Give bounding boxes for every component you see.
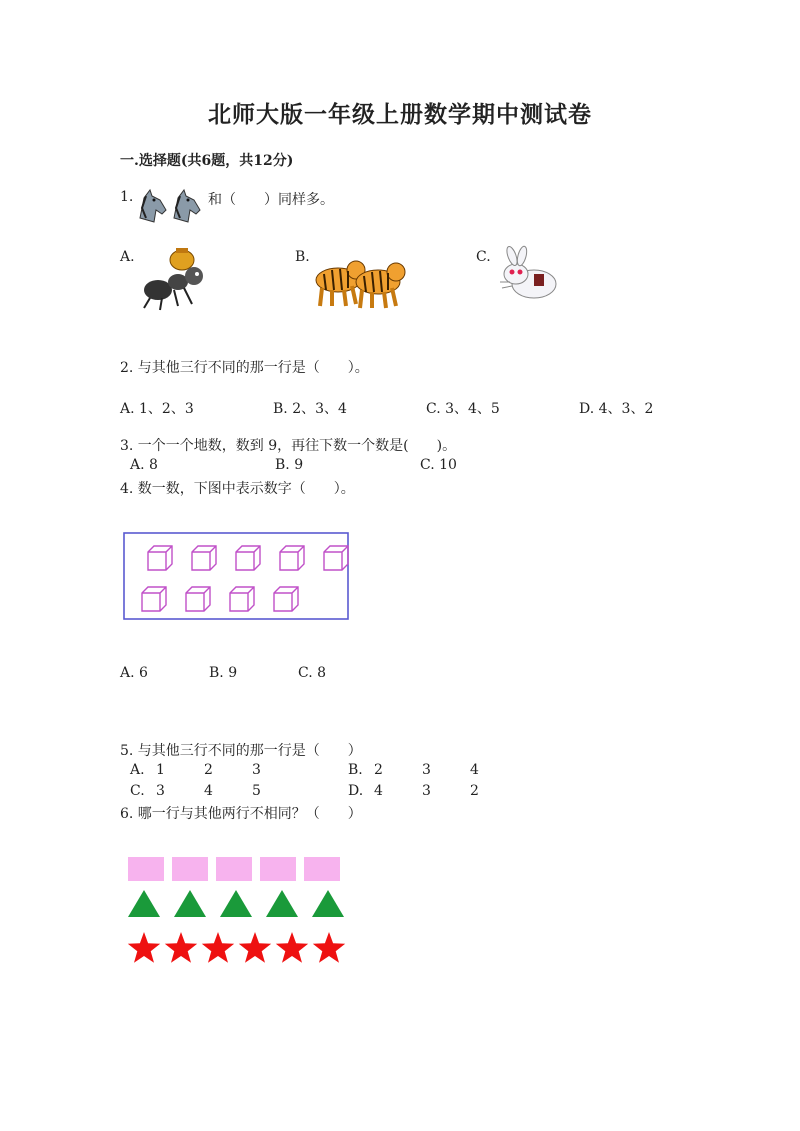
- cube-icon: [324, 546, 348, 570]
- q1-option-a-label: A.: [120, 249, 135, 265]
- green-triangle-icon: [220, 890, 252, 917]
- red-star-icon: [202, 932, 234, 963]
- q5-option-value: 3: [422, 783, 431, 799]
- horse-head-icon: [174, 190, 200, 222]
- green-triangle-icon: [174, 890, 206, 917]
- red-star-icon: [128, 932, 160, 963]
- q5-option-value: 2: [470, 783, 479, 799]
- rabbit-image: [496, 248, 562, 304]
- q4-text: 4. 数一数，下图中表示数字（ ）。: [120, 481, 355, 497]
- q2-option-b: B. 2、3、4: [273, 401, 347, 417]
- q5-option-value: 3: [422, 762, 431, 778]
- q5-option-value: 3: [252, 762, 261, 778]
- q3-option-c: C. 10: [420, 457, 457, 473]
- q5-option-label: D.: [348, 783, 364, 799]
- q3-option-b: B. 9: [275, 457, 304, 473]
- q6-text: 6. 哪一行与其他两行不相同？（ ）: [120, 806, 362, 822]
- q5-option-value: 4: [374, 783, 383, 799]
- section-heading: 一.选择题(共6题，共12分): [120, 153, 294, 169]
- cube-count-figure: [120, 530, 352, 622]
- cube-icon: [186, 587, 210, 611]
- pink-rectangle-icon: [304, 857, 340, 881]
- horse-head-icon: [136, 188, 206, 224]
- cube-icon: [274, 587, 298, 611]
- q2-option-c: C. 3、4、5: [426, 401, 500, 417]
- q5-option-value: 1: [156, 762, 165, 778]
- page-title: 北师大版一年级上册数学期中测试卷: [208, 101, 592, 128]
- red-star-icon: [165, 932, 197, 963]
- q1-text: 和（ ）同样多。: [208, 192, 334, 208]
- shape-rows-figure: [124, 852, 354, 968]
- q5-option-value: 2: [204, 762, 213, 778]
- q5-option-label: B.: [348, 762, 363, 778]
- q5-option-value: 3: [156, 783, 165, 799]
- q3-option-a: A. 8: [130, 457, 158, 473]
- pink-rectangle-icon: [216, 857, 252, 881]
- q1-option-b-label: B.: [295, 249, 310, 265]
- cube-icon: [148, 546, 172, 570]
- green-triangle-icon: [266, 890, 298, 917]
- pink-rectangle-icon: [128, 857, 164, 881]
- q5-option-label: C.: [130, 783, 145, 799]
- q2-text: 2. 与其他三行不同的那一行是（ ）。: [120, 360, 369, 376]
- two-tigers-image: [312, 250, 404, 310]
- cube-icon: [236, 546, 260, 570]
- cube-icon: [142, 587, 166, 611]
- q5-option-value: 5: [252, 783, 261, 799]
- q4-option-a: A. 6: [120, 665, 148, 681]
- q2-option-d: D. 4、3、2: [579, 401, 654, 417]
- cube-icon: [230, 587, 254, 611]
- cube-icon: [192, 546, 216, 570]
- q3-text: 3. 一个一个地数，数到 9，再往下数一个数是( )。: [120, 438, 457, 454]
- q5-option-value: 4: [204, 783, 213, 799]
- q5-option-value: 2: [374, 762, 383, 778]
- q5-option-value: 4: [470, 762, 479, 778]
- q4-option-b: B. 9: [209, 665, 238, 681]
- q5-text: 5. 与其他三行不同的那一行是（ ）: [120, 743, 362, 759]
- horse-head-icon: [140, 190, 166, 222]
- pink-rectangle-icon: [172, 857, 208, 881]
- q5-option-label: A.: [130, 762, 145, 778]
- q1-option-c-label: C.: [476, 249, 491, 265]
- q1-number: 1.: [120, 189, 134, 205]
- green-triangle-icon: [128, 890, 160, 917]
- pink-rectangle-icon: [260, 857, 296, 881]
- ant-carrying-pot-image: [140, 246, 210, 312]
- red-star-icon: [313, 932, 345, 963]
- red-star-icon: [239, 932, 271, 963]
- red-star-icon: [276, 932, 308, 963]
- q4-option-c: C. 8: [298, 665, 327, 681]
- green-triangle-icon: [312, 890, 344, 917]
- q2-option-a: A. 1、2、3: [120, 401, 194, 417]
- cube-icon: [280, 546, 304, 570]
